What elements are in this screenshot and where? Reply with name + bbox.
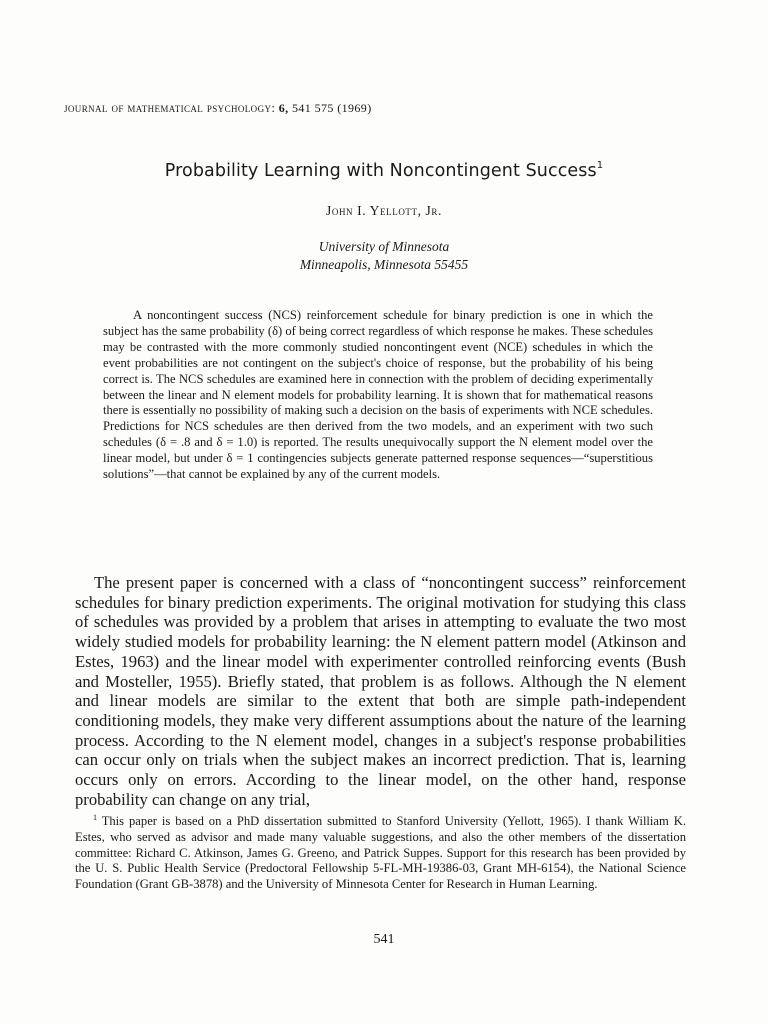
affiliation-location: Minneapolis, Minnesota 55455 (299, 257, 469, 272)
affiliation-institution: University of Minnesota (318, 239, 450, 254)
affiliation (0, 238, 768, 274)
journal-name: journal of mathematical psychology: (64, 100, 276, 115)
body-text (75, 573, 686, 809)
page-number: 541 (373, 932, 395, 947)
abstract (103, 308, 653, 483)
article-title-text: Probability Learning with Noncontingent Success (164, 161, 597, 181)
footnote-text: This paper is based on a PhD dissertation submitted to Stanford University (Yellott, 1965). I thank William K. Estes, who served as advisor and made many valuable suggestions, and also the other members of the dissertation committee: Richard C. Atkinson, James G. Greeno, and Patrick Suppes. Support for this research has been provided by the U. S. Public Health Service (Predoctoral Fellowship 5-FL-MH-19386-03, Grant MH-6154), the National Science Foundation (Grant GB-3878) and the University of Minnesota Center for Research in Human Learning. (75, 814, 686, 892)
journal-pages-year: 541 575 (1969) (292, 101, 372, 115)
footnote (75, 810, 686, 893)
abstract-paragraph: A noncontingent success (NCS) reinforcement schedule for binary prediction is one in which the subject has the same probability (δ) of being correct regardless of which response he makes. These schedules may be contrasted with the more commonly studied noncontingent event (NCE) schedules in which the event probabilities are not contingent on the subject's choice of response, but the probability of his being correct is. The NCS schedules are examined here in connection with the problem of deciding experimentally between the linear and N element models for probability learning. It is shown that for mathematical reasons there is essentially no possibility of making such a decision on the basis of experiments with NCE schedules. Predictions for NCS schedules are then derived from the two models, and an experiment with two such schedules (δ = .8 and δ = 1.0) is reported. The results unequivocally support the N element model over the linear model, but under δ = 1 contingencies subjects generate patterned response sequences—“superstitious solutions”—that cannot be explained by any of the current models. (103, 308, 653, 482)
body-paragraph: The present paper is concerned with a class of “noncontingent success” reinforcement schedules for binary prediction experiments. The original motivation for studying this class of schedules was provided by a problem that arises in attempting to evaluate the two most widely studied models for probability learning: the N element pattern model (Atkinson and Estes, 1963) and the linear model with experimenter controlled reinforcing events (Bush and Mosteller, 1955). Briefly stated, that problem is as follows. Although the N element and linear models are similar to the extent that both are simple path-independent conditioning models, they make very different assumptions about the nature of the learning process. According to the N element model, changes in a subject's response probabilities can occur only on trials when the subject makes an incorrect prediction. That is, learning occurs only on errors. According to the linear model, on the other hand, response probability can change on any trial, (75, 573, 686, 809)
article-title (0, 160, 768, 181)
journal-volume: 6, (278, 101, 289, 115)
journal-header (64, 100, 372, 116)
author-name: John I. Yellott, Jr. (326, 203, 442, 218)
footnote-mark: 1 (93, 813, 97, 822)
title-footnote-mark[interactable]: 1 (596, 160, 604, 171)
